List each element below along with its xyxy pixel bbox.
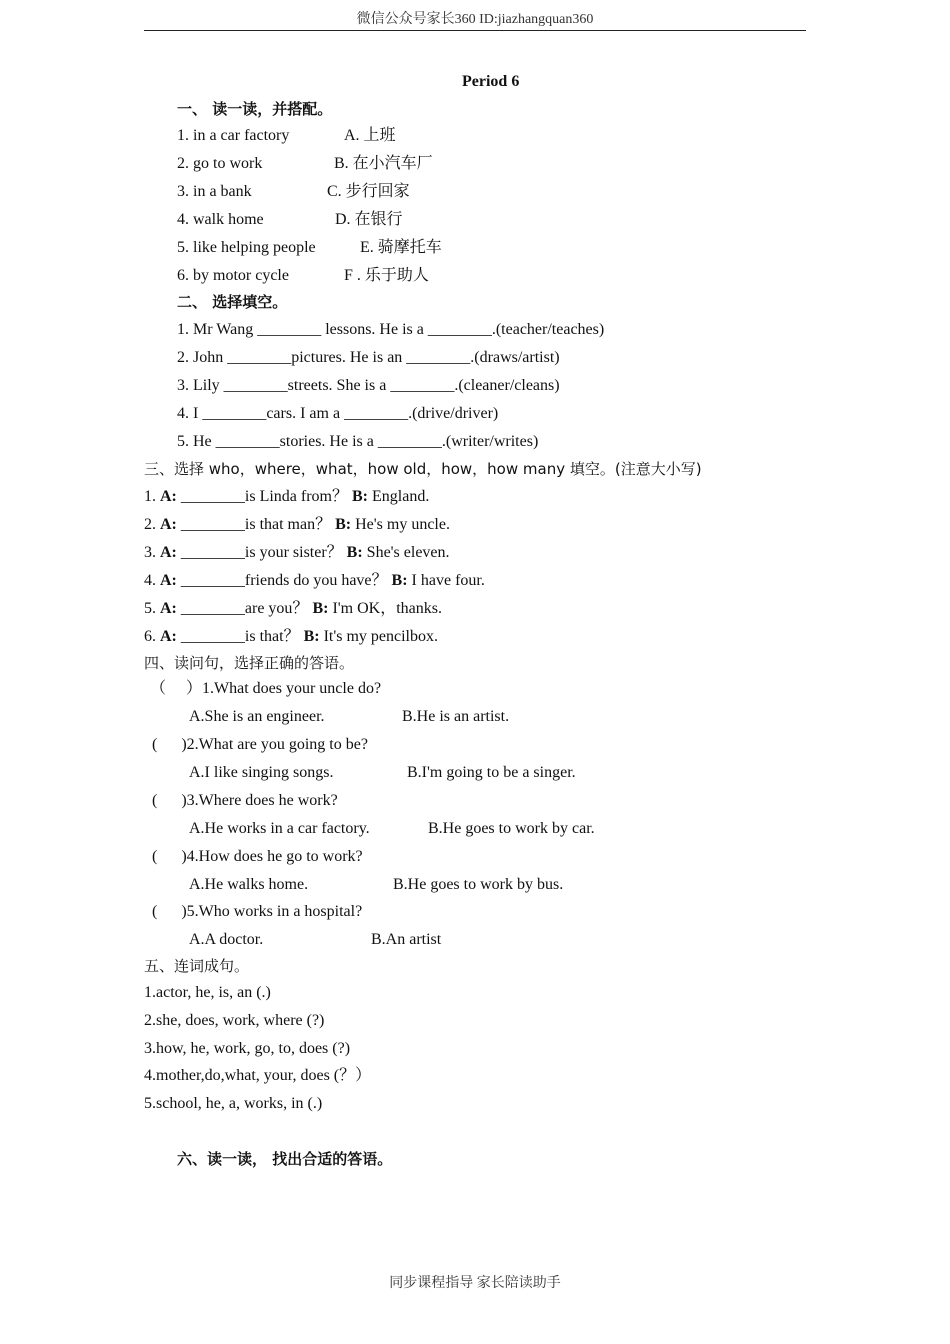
section-2-heading: 二、 选择填空。: [177, 293, 288, 311]
section-5-heading: 五、连词成句。: [144, 957, 250, 975]
dialog-item: [144, 515, 450, 535]
choice-question: ( )4.How does he go to work?: [152, 848, 363, 865]
section-6-heading: 六、读一读， 找出合适的答语。: [177, 1150, 393, 1168]
word-order-item: 4.mother,do,what, your, does (？）: [144, 1067, 372, 1084]
section-4-heading: 四、读问句，选择正确的答语。: [144, 654, 355, 672]
choice-question: ( )3.Where does he work?: [152, 792, 338, 809]
section-1-heading: 一、 读一读，并搭配。: [177, 100, 333, 118]
item-number: 6.: [144, 628, 156, 645]
page-header: 微信公众号家长360 ID:jiazhangquan360: [144, 10, 806, 31]
choice-option-b: B.He goes to work by car.: [428, 820, 595, 837]
speaker-a: A:: [160, 488, 177, 505]
item-number: 2.: [144, 516, 156, 533]
match-left-item: 1. in a car factory: [177, 127, 290, 144]
question-text: ________is your sister？: [176, 544, 343, 561]
match-right-item: E. 骑摩托车: [360, 239, 442, 256]
item-number: 3.: [144, 544, 156, 561]
answer-text: I'm OK，thanks.: [328, 600, 442, 617]
word-order-item: 1.actor, he, is, an (.): [144, 984, 271, 1001]
answer-text: I have four.: [407, 572, 485, 589]
dialog-item: [144, 627, 438, 647]
choice-option-a: A.A doctor.: [189, 931, 264, 948]
match-left-item: 4. walk home: [177, 211, 264, 228]
choice-option-a: A.He works in a car factory.: [189, 820, 370, 837]
item-number: 5.: [144, 600, 156, 617]
choice-option-b: B.I'm going to be a singer.: [407, 764, 576, 781]
question-text: ________are you？: [176, 600, 309, 617]
dialog-item: [144, 571, 485, 591]
fill-item: 1. Mr Wang ________ lessons. He is a ________.(teacher/teaches): [177, 321, 605, 338]
word-order-item: 5.school, he, a, works, in (.): [144, 1095, 323, 1112]
speaker-a: A:: [160, 544, 177, 561]
match-left-item: 3. in a bank: [177, 183, 252, 200]
choice-option-a: A.He walks home.: [189, 876, 309, 893]
dialog-item: [144, 543, 450, 563]
match-right-item: F . 乐于助人: [344, 267, 429, 284]
item-number: 4.: [144, 572, 156, 589]
answer-text: He's my uncle.: [351, 516, 450, 533]
speaker-b: B:: [303, 628, 320, 645]
speaker-a: A:: [160, 628, 177, 645]
fill-item: 3. Lily ________streets. She is a ________.(cleaner/cleans): [177, 377, 560, 394]
answer-text: England.: [368, 488, 430, 505]
choice-question: ( )2.What are you going to be?: [152, 736, 368, 753]
page-title: Period 6: [462, 73, 520, 90]
question-text: ________friends do you have？: [176, 572, 388, 589]
choice-option-b: B.He is an artist.: [402, 708, 510, 725]
answer-text: She's eleven.: [362, 544, 450, 561]
page-footer: 同步课程指导 家长陪读助手: [389, 1276, 561, 1291]
match-right-item: D. 在银行: [335, 211, 403, 228]
speaker-a: A:: [160, 600, 177, 617]
word-order-item: 3.how, he, work, go, to, does (?): [144, 1040, 351, 1057]
choice-option-a: A.She is an engineer.: [189, 708, 325, 725]
speaker-a: A:: [160, 572, 177, 589]
match-left-item: 5. like helping people: [177, 239, 316, 256]
choice-option-a: A.I like singing songs.: [189, 764, 334, 781]
speaker-a: A:: [160, 516, 177, 533]
match-right-item: B. 在小汽车厂: [334, 155, 433, 172]
choice-option-b: B.He goes to work by bus.: [393, 876, 564, 893]
fill-item: 4. I ________cars. I am a ________.(drive/driver): [177, 405, 499, 422]
fill-item: 5. He ________stories. He is a ________.(writer/writes): [177, 433, 539, 450]
dialog-item: [144, 487, 429, 507]
answer-text: It's my pencilbox.: [319, 628, 438, 645]
dialog-item: [144, 599, 442, 619]
choice-question: ( )5.Who works in a hospital?: [152, 903, 363, 920]
speaker-b: B:: [346, 544, 363, 561]
word-order-item: 2.she, does, work, where (?): [144, 1012, 325, 1029]
match-left-item: 2. go to work: [177, 155, 263, 172]
speaker-b: B:: [335, 516, 352, 533]
match-left-item: 6. by motor cycle: [177, 267, 289, 284]
choice-question: （ ）1.What does your uncle do?: [150, 680, 382, 697]
fill-item: 2. John ________pictures. He is an ________.(draws/artist): [177, 349, 560, 366]
speaker-b: B:: [312, 600, 329, 617]
question-text: ________is that？: [176, 628, 300, 645]
speaker-b: B:: [352, 488, 368, 505]
item-number: 1.: [144, 488, 156, 505]
section-3-heading: 三、选择 who，where，what，how old，how，how many 填空。(注意大小写): [144, 460, 702, 478]
match-right-item: C. 步行回家: [327, 183, 410, 200]
choice-option-b: B.An artist: [371, 931, 442, 948]
match-right-item: A. 上班: [344, 127, 396, 144]
question-text: ________is that man？: [176, 516, 332, 533]
speaker-b: B:: [391, 572, 408, 589]
question-text: ________is Linda from？: [176, 488, 348, 505]
